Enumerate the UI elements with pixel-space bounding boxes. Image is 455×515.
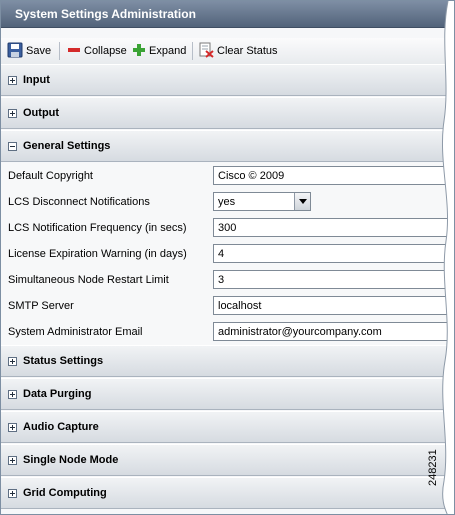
license-warning-input[interactable] — [213, 244, 451, 263]
expand-toggle-icon[interactable] — [8, 456, 17, 465]
section-data-purging-label: Data Purging — [23, 388, 92, 400]
toolbar-separator — [192, 42, 193, 60]
section-status-settings[interactable] — [1, 345, 454, 377]
collapse-toggle-icon[interactable] — [8, 142, 17, 151]
clear-status-icon — [199, 42, 214, 61]
lcs-frequency-label: LCS Notification Frequency (in secs) — [8, 222, 187, 234]
window-title: System Settings Administration — [15, 7, 196, 21]
chevron-down-icon[interactable] — [294, 193, 310, 210]
field-row-lcs-disconnect — [1, 189, 454, 215]
lcs-disconnect-select[interactable] — [213, 192, 311, 211]
save-label: Save — [26, 45, 52, 57]
admin-email-input[interactable] — [213, 322, 451, 341]
clear-status-label: Clear Status — [217, 45, 278, 57]
toolbar-separator — [59, 42, 60, 60]
toolbar — [1, 38, 454, 65]
expand-toggle-icon[interactable] — [8, 390, 17, 399]
section-general-settings[interactable] — [1, 130, 454, 162]
lcs-frequency-input[interactable] — [213, 218, 451, 237]
section-single-node-mode[interactable] — [1, 444, 454, 476]
smtp-server-input[interactable] — [213, 296, 451, 315]
field-row-license-warning — [1, 241, 454, 267]
license-warning-label: License Expiration Warning (in days) — [8, 248, 187, 260]
admin-email-label: System Administrator Email — [8, 326, 143, 338]
section-audio-capture-label: Audio Capture — [23, 421, 99, 433]
plus-icon — [132, 43, 146, 60]
default-copyright-input[interactable] — [213, 166, 451, 185]
field-row-default-copyright — [1, 163, 454, 189]
section-output[interactable] — [1, 97, 454, 129]
expand-toggle-icon[interactable] — [8, 489, 17, 498]
minus-icon — [67, 43, 81, 60]
section-input[interactable] — [1, 64, 454, 96]
field-row-admin-email — [1, 319, 454, 345]
default-copyright-label: Default Copyright — [8, 170, 93, 182]
expand-toggle-icon[interactable] — [8, 423, 17, 432]
section-single-node-mode-label: Single Node Mode — [23, 454, 119, 466]
lcs-disconnect-label: LCS Disconnect Notifications — [8, 196, 150, 208]
section-grid-computing-label: Grid Computing — [23, 487, 107, 499]
restart-limit-label: Simultaneous Node Restart Limit — [8, 274, 169, 286]
field-row-lcs-frequency — [1, 215, 454, 241]
figure-id: 248231 — [427, 449, 439, 486]
expand-label: Expand — [149, 45, 187, 57]
lcs-disconnect-value: yes — [218, 196, 236, 208]
smtp-server-label: SMTP Server — [8, 300, 74, 312]
expand-toggle-icon[interactable] — [8, 76, 17, 85]
section-output-label: Output — [23, 107, 60, 119]
expand-toggle-icon[interactable] — [8, 357, 17, 366]
collapse-button[interactable] — [67, 43, 127, 59]
section-data-purging[interactable] — [1, 378, 454, 410]
section-input-label: Input — [23, 74, 50, 86]
torn-edge-decoration — [428, 1, 454, 515]
clear-status-button[interactable] — [199, 43, 278, 59]
field-row-restart-limit — [1, 267, 454, 293]
title-bar — [1, 1, 454, 28]
section-general-settings-label: General Settings — [23, 140, 111, 152]
section-status-settings-label: Status Settings — [23, 355, 104, 367]
floppy-disk-icon — [7, 42, 23, 61]
section-audio-capture[interactable] — [1, 411, 454, 443]
restart-limit-input[interactable] — [213, 270, 451, 289]
expand-button[interactable] — [132, 43, 186, 59]
expand-toggle-icon[interactable] — [8, 109, 17, 118]
save-button[interactable] — [7, 43, 51, 59]
section-grid-computing[interactable] — [1, 477, 454, 509]
field-row-smtp-server — [1, 293, 454, 319]
collapse-label: Collapse — [84, 45, 127, 57]
